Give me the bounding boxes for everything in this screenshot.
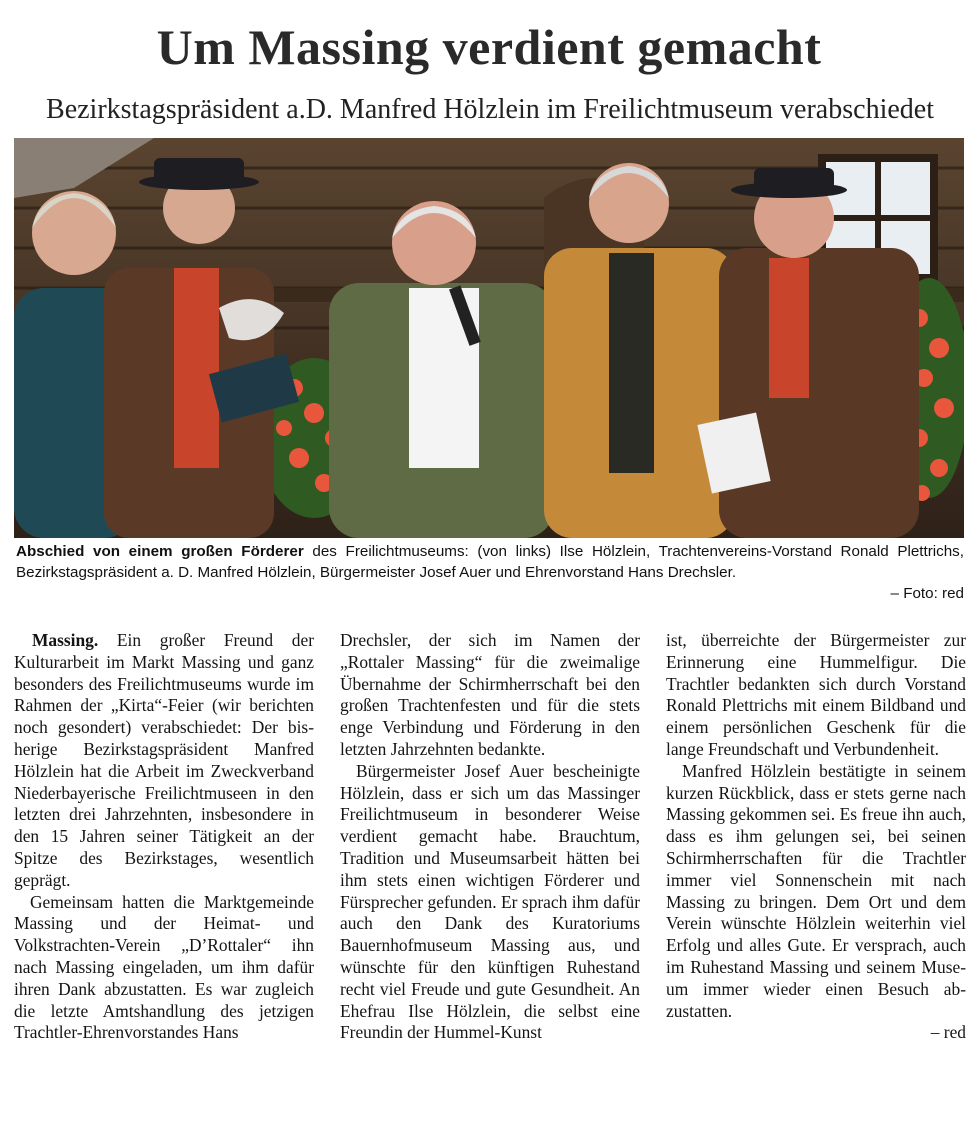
column-1 (14, 630, 314, 1120)
paragraph-text: Ein großer Freund der Kulturarbeit im Markt Massing und ganz besonders des Freilichtmuseums wurde im Rahmen der „Kirta“-Feier (wir berichten noch gesondert) verabschiedet: Der bisherige Bezirkstagspräsident Manfred Hölzlein hat die Arbeit im Zweckverband Niederbayerische Freilichtmuseen in den letzten drei Jahrzehnten, insbesondere in den 15 Jahren seiner Tätigkeit an der Spitze des Bezirkstages, wesentlich geprägt. (14, 630, 314, 890)
dateline: Massing. (32, 630, 99, 650)
photo-illustration (14, 138, 964, 538)
author-signature: – red (930, 1022, 966, 1043)
photo-caption (16, 541, 964, 604)
paragraph: Manfred Hölzlein bestätigte in seinem kurzen Rückblick, dass er stets gerne nach Massing gekommen sei. Es freue ihn auch, dass es ihm gelungen sei, bei seinen Schirmherrschaften für die Trachtler immer viel Sonnenschein mit nach Massing zu bringen. Dem Ort und dem Verein wünschte Hölzlein weiterhin viel Erfolg und alles Gute. Er versprach, auch im Ruhestand Massing und seinem Museum immer wieder einen Besuch abzustatten. (666, 760, 966, 1021)
subheadline: Bezirkstagspräsident a.D. Manfred Hölzlein im Freilichtmuseum verabschiedet (46, 94, 934, 125)
article-body (14, 630, 966, 1120)
caption-text: des Freilichtmuseums: (von links) Ilse Hölzlein, Trachtenvereins-Vorstand Ronald Plettrichs, Bezirkstagspräsident a. D. Manfred Hölzlein, Bürgermeister Josef Auer und Ehrenvorstand Hans Drechsler. (16, 543, 964, 581)
paragraph: Bürgermeister Josef Auer bescheinigte Hölzlein, dass er sich um das Massinger Freilichtmuseum in besonderer Weise verdient gemacht habe. Brauchtum, Tradition und Museumsarbeit hätten bei ihm stets einen wichtigen Förderer und Fürsprecher gefunden. Er sprach ihm dafür auch den Dank des Kuratoriums Bauernhofmuseum Massing aus, und wünschte für den künftigen Ruhestand recht viel Freude und gute Gesundheit. An Ehefrau Ilse Hölzlein, die selbst eine Freundin der Hummel-Kunst (340, 760, 640, 1043)
caption-lead: Abschied von einem großen Förderer (16, 543, 304, 560)
paragraph: Gemeinsam hatten die Marktgemeinde Massing und der Heimat- und Volkstrachten-Verein „D’Rottaler“ ihn nach Massing eingeladen, um ihm dafür ihren Dank abzustatten. Es war zugleich die letzte Amtshandlung des jetzigen Trachtler-Ehrenvorstandes Hans (14, 891, 314, 1043)
column-3 (666, 630, 966, 1120)
paragraph: ist, überreichte der Bürgermeister zur Erinnerung eine Hummelfigur. Die Trachtler bedankten sich durch Vorstand Ronald Plettrichs mit einem Bildband und einem persönlichen Geschenk für die lange Freundschaft und Verbundenheit. (666, 630, 966, 759)
paragraph: Drechsler, der sich im Namen der „Rottaler Massing“ für die zweimalige Übernahme der Schirmherrschaft bei den großen Trachtenfesten und für die stets enge Verbindung und Förderung in den letzten Jahrzehnten bedankte. (340, 630, 640, 759)
paragraph (14, 630, 314, 892)
headline: Um Massing verdient gemacht (156, 19, 822, 75)
article-photo (14, 138, 964, 538)
column-2 (340, 630, 640, 1120)
photo-credit: – Foto: red (890, 585, 964, 602)
